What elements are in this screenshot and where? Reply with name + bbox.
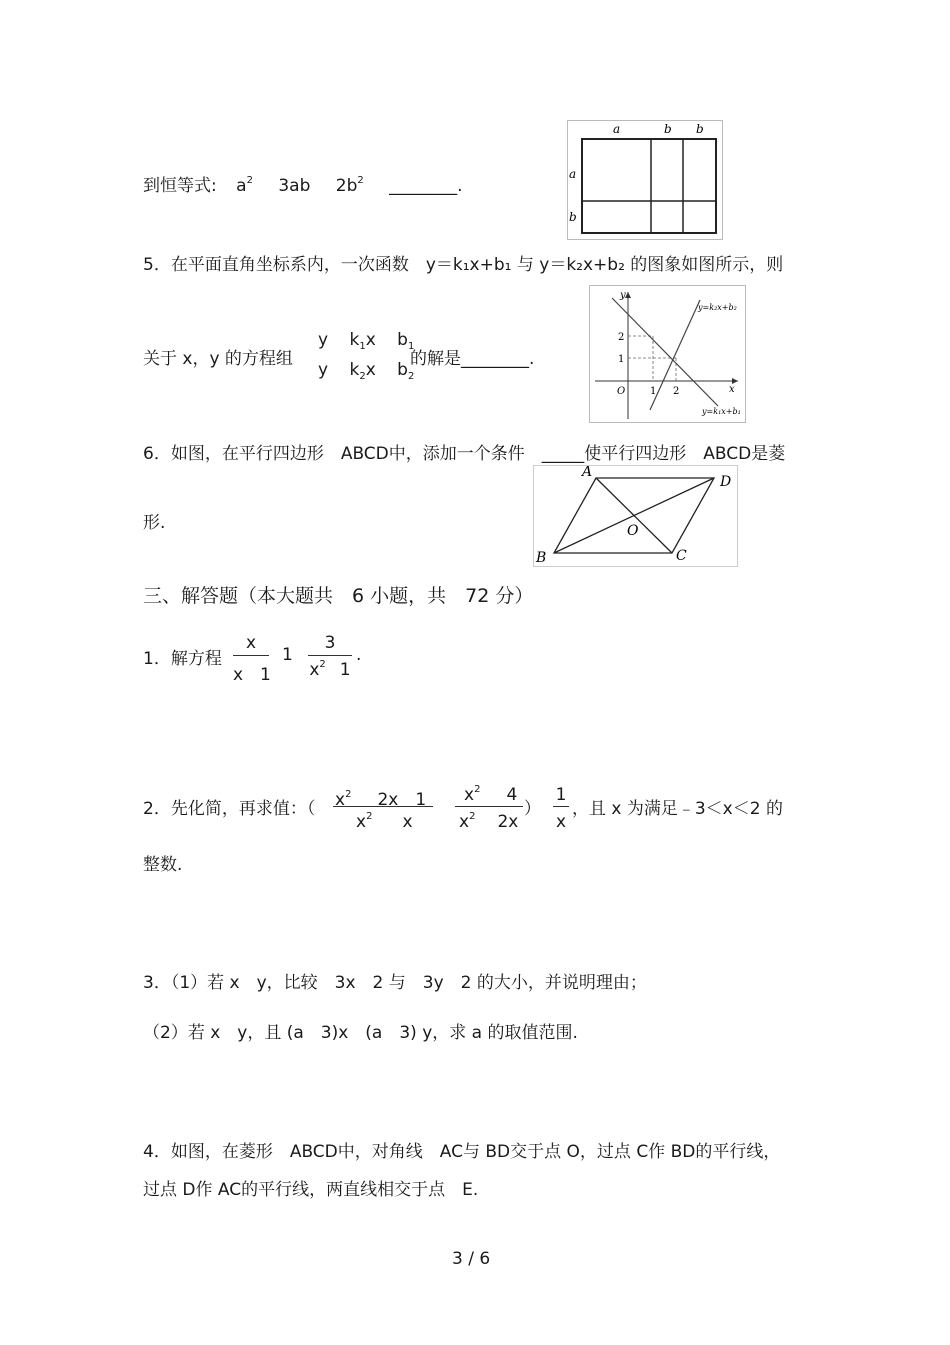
- graph-origin: O: [617, 386, 626, 397]
- q4-term-3ab: 3ab: [278, 176, 311, 196]
- p4-line1: 4．如图，在菱形 ABCD中，对角线 AC与 BD交于点 O，过点 C作 BD的平行线，: [143, 1142, 781, 1162]
- linear-graph-svg: [590, 286, 745, 422]
- p2-frac3-bar: [553, 806, 569, 807]
- p1-one: 1: [282, 645, 293, 665]
- q5-r1-ksub: 1: [359, 341, 366, 352]
- q5-r2-x: x: [365, 360, 376, 380]
- rect-label-left-a: a: [569, 167, 577, 181]
- rect-area-svg: [568, 121, 722, 239]
- p3-line1: 3．（1）若 x y，比较 3x 2 与 3y 2 的大小，并说明理由；: [143, 973, 647, 993]
- p1-frac2-den-exp: 2: [319, 659, 326, 670]
- linear-graph-figure: [589, 285, 746, 423]
- q4-term-a: a: [236, 176, 247, 196]
- graph-line-top-label: y=k₂x+b₂: [698, 303, 737, 312]
- para-label-A: A: [582, 466, 593, 480]
- p1-frac2-den-x: x: [309, 660, 320, 680]
- q5-r1-x: x: [365, 330, 376, 350]
- p1-frac1-bar: [233, 655, 269, 656]
- rect-area-figure: [567, 120, 723, 240]
- p2-frac2-bar: [455, 806, 523, 807]
- q5-r1-bsub: 1: [407, 341, 415, 352]
- q6-line1: 6．如图，在平行四边形 ABCD中，添加一个条件 _____使平行四边形 ABCD是菱: [143, 444, 786, 464]
- q5-r1-b: b: [397, 330, 408, 350]
- q4-identity-line: [143, 171, 463, 196]
- p2-f1-den-exp: 2: [366, 811, 373, 822]
- p2-line2: 整数.: [143, 855, 183, 875]
- graph-axis-y: y: [620, 290, 626, 301]
- parallelogram-svg: [534, 466, 737, 566]
- p4-line2: 过点 D作 AC的平行线，两直线相交于点 E.: [143, 1180, 479, 1200]
- p1-frac2-num: 3: [324, 633, 336, 653]
- p2-f1-num-exp: 2: [345, 789, 352, 800]
- p2-f1-den-tail: x: [402, 812, 413, 832]
- q5-r1-k: k: [349, 330, 360, 350]
- p1-label: 1．解方程: [143, 649, 222, 669]
- q5-r1-y: y: [318, 330, 329, 350]
- rect-label-top-b1: b: [664, 122, 672, 136]
- p2-f2-den-tail: 2x: [497, 812, 519, 832]
- q4-term-2b-exp: 2: [357, 175, 364, 186]
- parallelogram-figure: [533, 465, 738, 567]
- q5-r2-k: k: [349, 360, 360, 380]
- p2-f1-den-x: x: [356, 812, 367, 832]
- q5-suffix: 的解是________.: [410, 349, 535, 369]
- q5-line1: 5．在平面直角坐标系内，一次函数 y＝k₁x+b₁ 与 y＝k₂x+b₂ 的图象如图所示，则: [143, 255, 784, 275]
- p2-f2-den-x: x: [459, 812, 470, 832]
- q4-term-2b: 2b: [335, 176, 358, 196]
- q5-r2-b: b: [397, 360, 408, 380]
- q5-prefix: 关于 x，y 的方程组: [143, 349, 293, 369]
- rect-label-top-b2: b: [696, 122, 704, 136]
- q5-r2-bsub: 2: [407, 371, 415, 382]
- p2-label: 2．先化简，再求值：（: [143, 799, 316, 819]
- p2-frac3-num: 1: [555, 785, 567, 805]
- q4-answer-blank: ________.: [389, 176, 463, 196]
- page-number: 3 / 6: [452, 1249, 491, 1269]
- p2-f2-den-exp: 2: [469, 811, 476, 822]
- p2-f2-num-x: x: [464, 785, 475, 805]
- rect-label-top-a: a: [613, 122, 621, 136]
- q5-r2-ksub: 2: [359, 371, 366, 382]
- p2-frac2-den: [459, 812, 529, 832]
- q5-r2-y: y: [318, 360, 329, 380]
- graph-tick-x1: 1: [650, 386, 657, 397]
- q5-system-row2: [318, 360, 414, 380]
- rect-label-left-b: b: [569, 210, 577, 224]
- para-label-B: B: [536, 550, 547, 566]
- p2-frac3-den: x: [555, 812, 567, 832]
- p2-frac1-den: [356, 812, 436, 832]
- q6-line2: 形.: [143, 513, 166, 533]
- p2-frac1-bar: [333, 806, 433, 807]
- graph-tick-y1: 1: [618, 354, 625, 365]
- p1-frac2-bar: [308, 655, 352, 656]
- graph-tick-x2: 2: [673, 386, 680, 397]
- p2-close-paren: ）: [524, 799, 541, 819]
- graph-axis-x: x: [729, 384, 735, 395]
- p2-tail: ，且 x 为满足﹣3＜x＜2 的: [572, 799, 783, 819]
- p1-end: .: [356, 645, 362, 665]
- p2-f2-num-exp: 2: [474, 784, 481, 795]
- p1-frac1-num: x: [245, 633, 257, 653]
- p2-f1-num-tail: 2x 1: [377, 790, 427, 810]
- q4-prefix: 到恒等式:: [143, 176, 217, 196]
- para-label-D: D: [720, 474, 732, 490]
- p2-f1-num-x: x: [335, 790, 346, 810]
- q4-term-a-exp: 2: [246, 175, 253, 186]
- para-label-O: O: [627, 523, 639, 539]
- graph-tick-y2: 2: [618, 332, 625, 343]
- section-3-title: 三、解答题（本大题共 6 小题，共 72 分）: [143, 585, 534, 607]
- graph-line-bottom-label: y=k₁x+b₁: [702, 407, 741, 416]
- p1-frac2-den: [308, 660, 352, 680]
- para-label-C: C: [676, 548, 687, 564]
- p3-line2: （2）若 x y，且 (a 3)x (a 3) y，求 a 的取值范围.: [143, 1023, 578, 1043]
- p1-frac1-den: x 1: [233, 665, 271, 685]
- p2-f2-num-tail: 4: [506, 785, 518, 805]
- q5-system-row1: [318, 330, 414, 350]
- p1-frac2-den-tail: 1: [339, 660, 351, 680]
